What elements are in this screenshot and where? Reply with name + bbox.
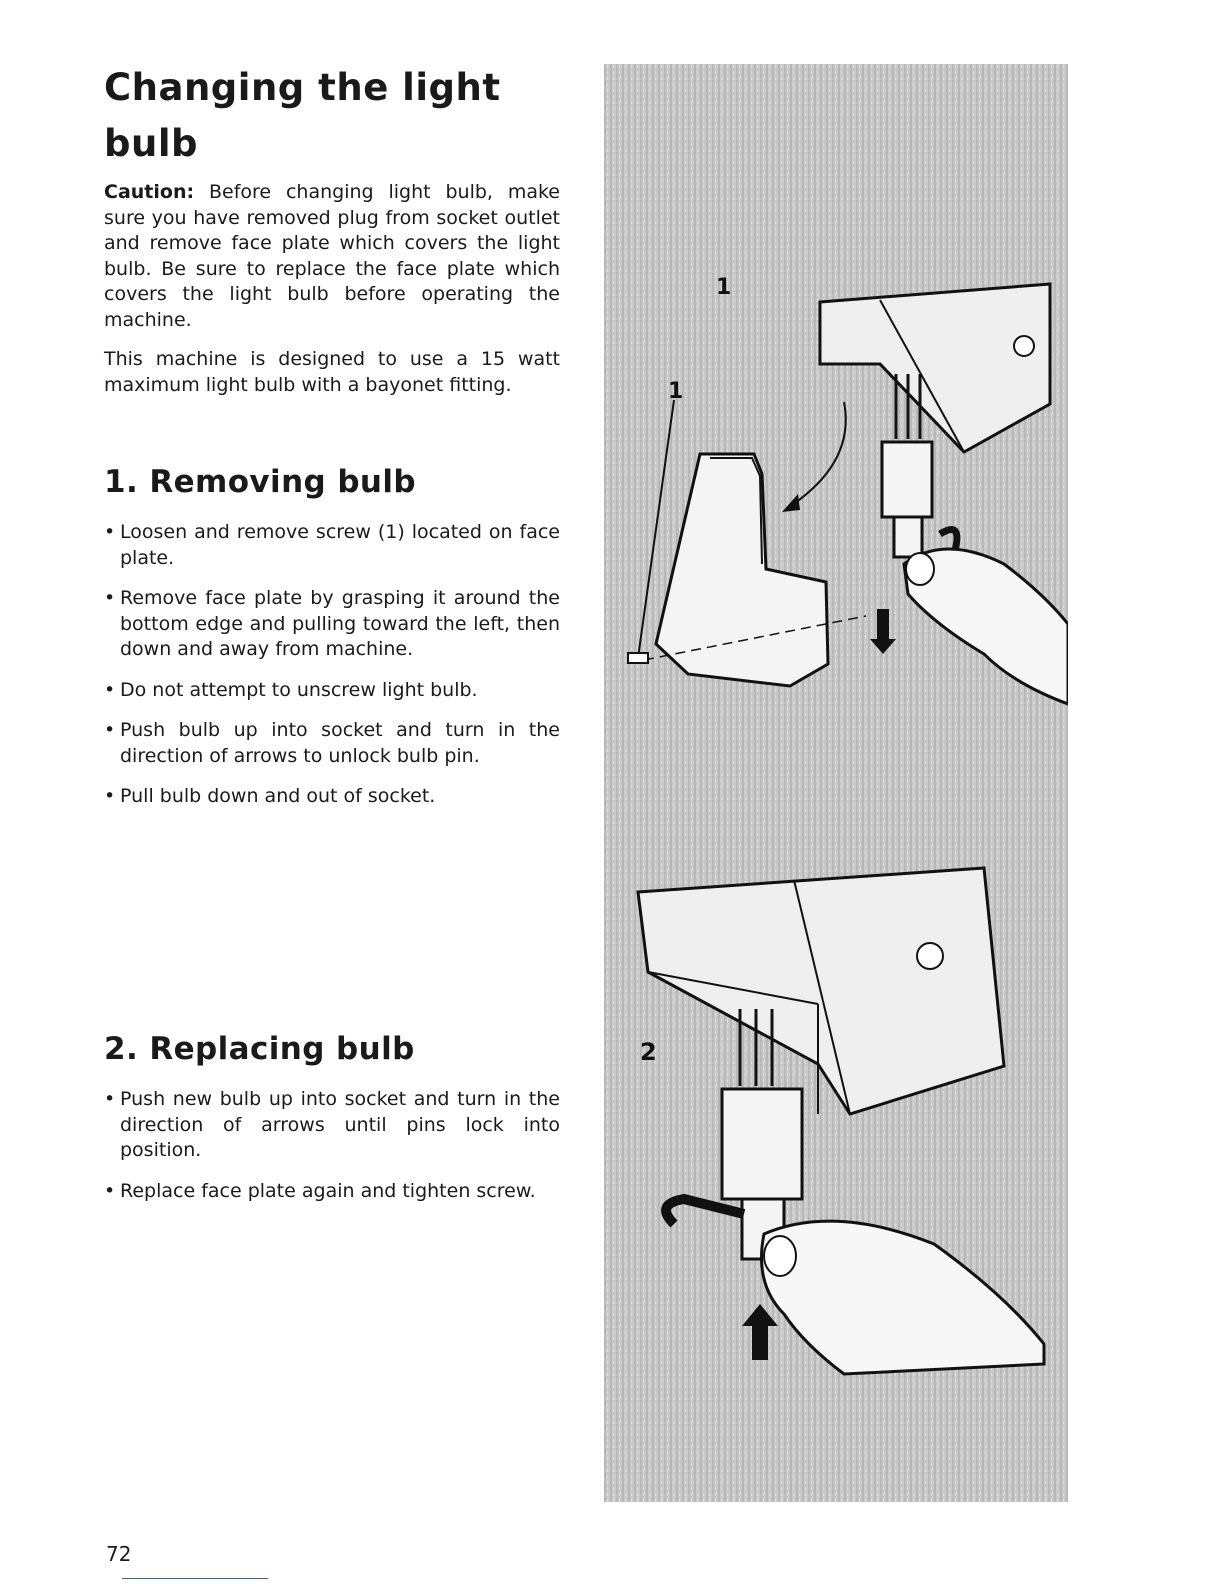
caution-label: Caution: — [104, 181, 195, 203]
screw-label: 1 — [668, 379, 684, 404]
figure-2-label: 2 — [640, 1038, 657, 1066]
list-item: • Loosen and remove screw (1) located on face plate. — [104, 520, 560, 571]
page-title: Changing the light bulb — [104, 66, 501, 165]
page-number: 72 — [106, 1542, 132, 1566]
removing-steps-list — [104, 520, 560, 810]
figure-1-label: 1 — [716, 275, 732, 300]
caution-paragraph — [104, 180, 560, 333]
section-replacing-bulb — [104, 1027, 560, 1219]
footer-divider — [122, 1578, 268, 1579]
screw-icon — [628, 653, 648, 663]
list-item: • Remove face plate by grasping it around the bottom edge and pulling toward the left, then down and away from machine. — [104, 586, 560, 663]
section-heading-removing: 1. Removing bulb — [104, 464, 416, 500]
list-item: • Push new bulb up into socket and turn in the direction of arrows until pins lock into position. — [104, 1087, 560, 1164]
screw-hole-icon — [1014, 336, 1034, 356]
light-bulb — [894, 517, 922, 557]
caution-text: Before changing light bulb, make sure you have removed plug from socket outlet and remove face plate which covers the light bulb. Be sure to replace the face plate which covers the light bulb before operating the machine. — [104, 181, 560, 331]
list-item: • Pull bulb down and out of socket. — [104, 784, 560, 810]
list-item: • Push bulb up into socket and turn in the direction of arrows to unlock bulb pin. — [104, 718, 560, 769]
down-arrow-icon — [877, 609, 889, 639]
section-heading-replacing: 2. Replacing bulb — [104, 1031, 415, 1067]
bulb-illustration — [604, 64, 1068, 1502]
bulb-socket — [882, 442, 932, 517]
bulb-socket — [722, 1089, 802, 1199]
list-item: • Do not attempt to unscrew light bulb. — [104, 678, 560, 704]
list-item: • Replace face plate again and tighten screw. — [104, 1179, 560, 1205]
design-note: This machine is designed to use a 15 watt maximum light bulb with a bayonet fitting. — [104, 348, 560, 396]
section-removing-bulb — [104, 460, 560, 825]
up-arrow-icon — [752, 1324, 768, 1360]
screw-hole-icon — [917, 943, 943, 969]
replacing-steps-list — [104, 1087, 560, 1204]
intro-block — [104, 60, 560, 398]
